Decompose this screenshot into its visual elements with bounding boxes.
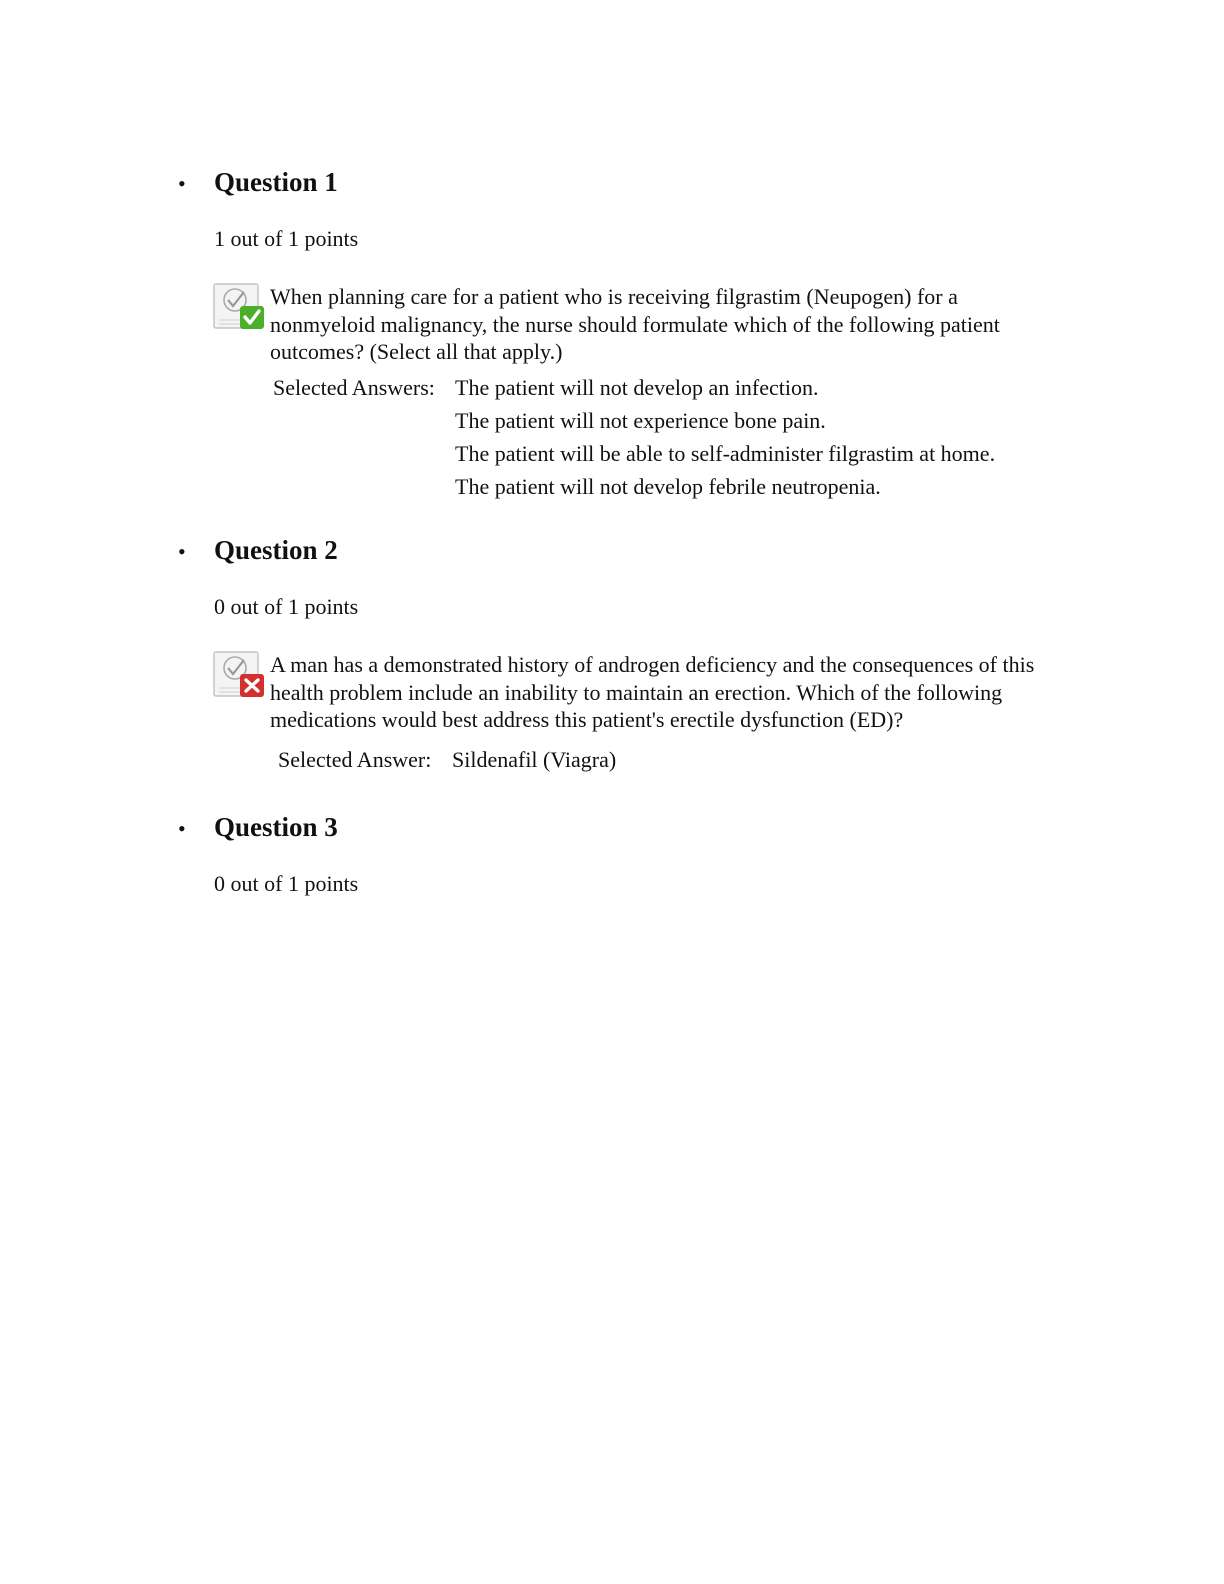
incorrect-x-icon	[213, 650, 265, 700]
question-text	[270, 651, 1110, 734]
bullet: •	[178, 171, 186, 196]
bullet: •	[178, 539, 186, 564]
selected-answer: The patient will not develop febrile neutropenia.	[455, 474, 881, 499]
question-text-line: A man has a demonstrated history of androgen deficiency and the consequences of this	[270, 652, 1035, 677]
selected-answer: Sildenafil (Viagra)	[452, 747, 617, 772]
question-title: Question 3	[214, 812, 338, 842]
bullet: •	[178, 816, 186, 841]
question-text	[270, 283, 1110, 366]
question-text-line: outcomes? (Select all that apply.)	[270, 339, 563, 364]
selected-answer: The patient will not develop an infection.	[455, 375, 819, 400]
correct-check-icon	[213, 282, 265, 332]
question-text-line: health problem include an inability to maintain an erection. Which of the following	[270, 679, 1003, 705]
question-text-line: When planning care for a patient who is receiving filgrastim (Neupogen) for a	[270, 284, 958, 309]
question-text-line: medications would best address this patient's erectile dysfunction (ED)?	[270, 707, 904, 732]
selected-answer: The patient will not experience bone pain.	[455, 408, 826, 433]
selected-answer-label: Selected Answer:	[278, 747, 432, 772]
question-points: 0 out of 1 points	[214, 871, 359, 896]
question-text-line: nonmyeloid malignancy, the nurse should formulate which of the following patient	[270, 311, 1000, 337]
question-points: 0 out of 1 points	[214, 594, 359, 619]
selected-answers-label: Selected Answers:	[273, 375, 435, 400]
question-points: 1 out of 1 points	[214, 226, 359, 251]
selected-answer: The patient will be able to self-administer filgrastim at home.	[455, 441, 996, 466]
question-title: Question 1	[214, 167, 338, 197]
question-title: Question 2	[214, 535, 338, 565]
